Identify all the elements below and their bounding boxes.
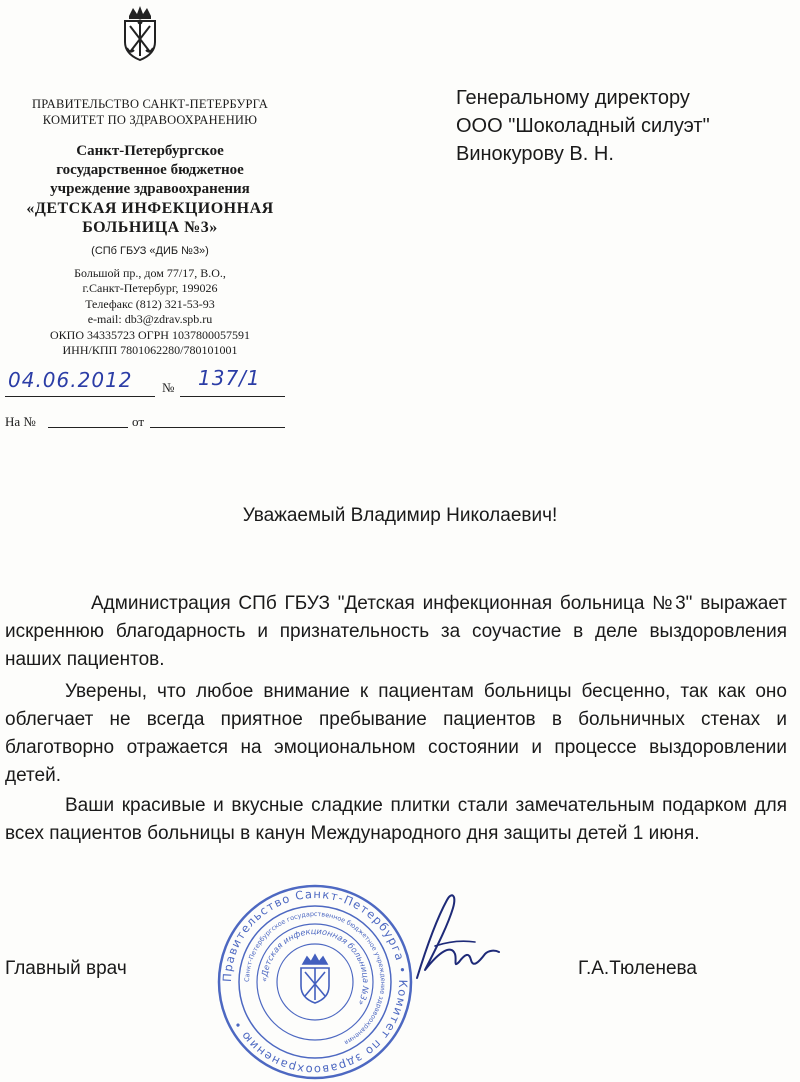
stamp-core-text: «Детская инфекционная больница №3» (258, 925, 372, 1008)
org-name-line1: Санкт-Петербургское (76, 143, 224, 159)
ref-number-line (48, 427, 128, 428)
email-line: e-mail: db3@zdrav.spb.ru (87, 312, 213, 326)
official-seal-icon (215, 882, 415, 1082)
number-label: № (162, 380, 175, 395)
greeting: Уважаемый Владимир Николаевич! (242, 505, 558, 526)
body-paragraph-2: Уверены, что любое внимание к пациентам больницы бесценно, так как оно облегчает не всегда приятное пребывание пациентов в больничных стенах и благотворно отражается на эмоциональном состоянии и процессе выздоровлении детей. (5, 681, 787, 786)
stamp-outer-text: Правительство Санкт-Петербурга • Комитет по здравоохранению • (219, 886, 411, 1078)
address-line1: Большой пр., дом 77/17, В.О., (74, 266, 226, 280)
org-name-line4: «ДЕТСКАЯ ИНФЕКЦИОННАЯ (26, 200, 274, 217)
government-title: ПРАВИТЕЛЬСТВО САНКТ-ПЕТЕРБУРГА (32, 97, 268, 111)
org-name-line5: БОЛЬНИЦА №3» (82, 219, 218, 236)
address-line2: г.Санкт-Петербург, 199026 (82, 281, 218, 295)
ref-from-label: от (132, 414, 145, 429)
outgoing-date: 04.06.2012 (8, 368, 133, 392)
committee-title: КОМИТЕТ ПО ЗДРАВООХРАНЕНИЮ (42, 113, 258, 127)
org-name-line2: государственное бюджетное (56, 162, 244, 178)
phone-line: Телефакс (812) 321-53-93 (85, 297, 215, 311)
handwritten-signature-icon (395, 882, 515, 992)
recipient-company: ООО "Шоколадный силуэт" (456, 115, 710, 137)
ref-date-line (150, 427, 285, 428)
recipient-position: Генеральному директору (456, 87, 690, 109)
org-name-line3: учреждение здравоохранения (50, 181, 250, 197)
stamp-inner-text: Санкт-Петербургское государственное бюджетное учреждение здравоохранения (242, 909, 388, 1047)
okpo-line: ОКПО 34335723 ОГРН 1037800057591 (50, 328, 250, 342)
body-paragraph-1: Администрация СПб ГБУЗ "Детская инфекционная больница №3" выражает искреннюю благодарность и признательность за соучастие в деле выздоровления наших пациентов. (5, 593, 787, 670)
spb-coat-of-arms-icon (117, 4, 163, 64)
ref-number-label: На № (5, 414, 36, 429)
signer-position: Главный врач (5, 958, 127, 979)
signer-name: Г.А.Тюленева (578, 958, 697, 979)
org-abbreviation: (СПб ГБУЗ «ДИБ №3») (91, 245, 209, 257)
body-paragraph-3: Ваши красивые и вкусные сладкие плитки стали замечательным подарком для всех пациентов больницы в канун Международного дня защиты детей 1 июня. (5, 795, 787, 844)
inn-line: ИНН/КПП 7801062280/780101001 (62, 343, 238, 357)
number-underline (180, 396, 285, 397)
recipient-block (456, 84, 786, 168)
date-underline (5, 396, 155, 397)
recipient-name: Винокурову В. Н. (456, 143, 614, 165)
outgoing-number: 137/1 (198, 366, 261, 390)
